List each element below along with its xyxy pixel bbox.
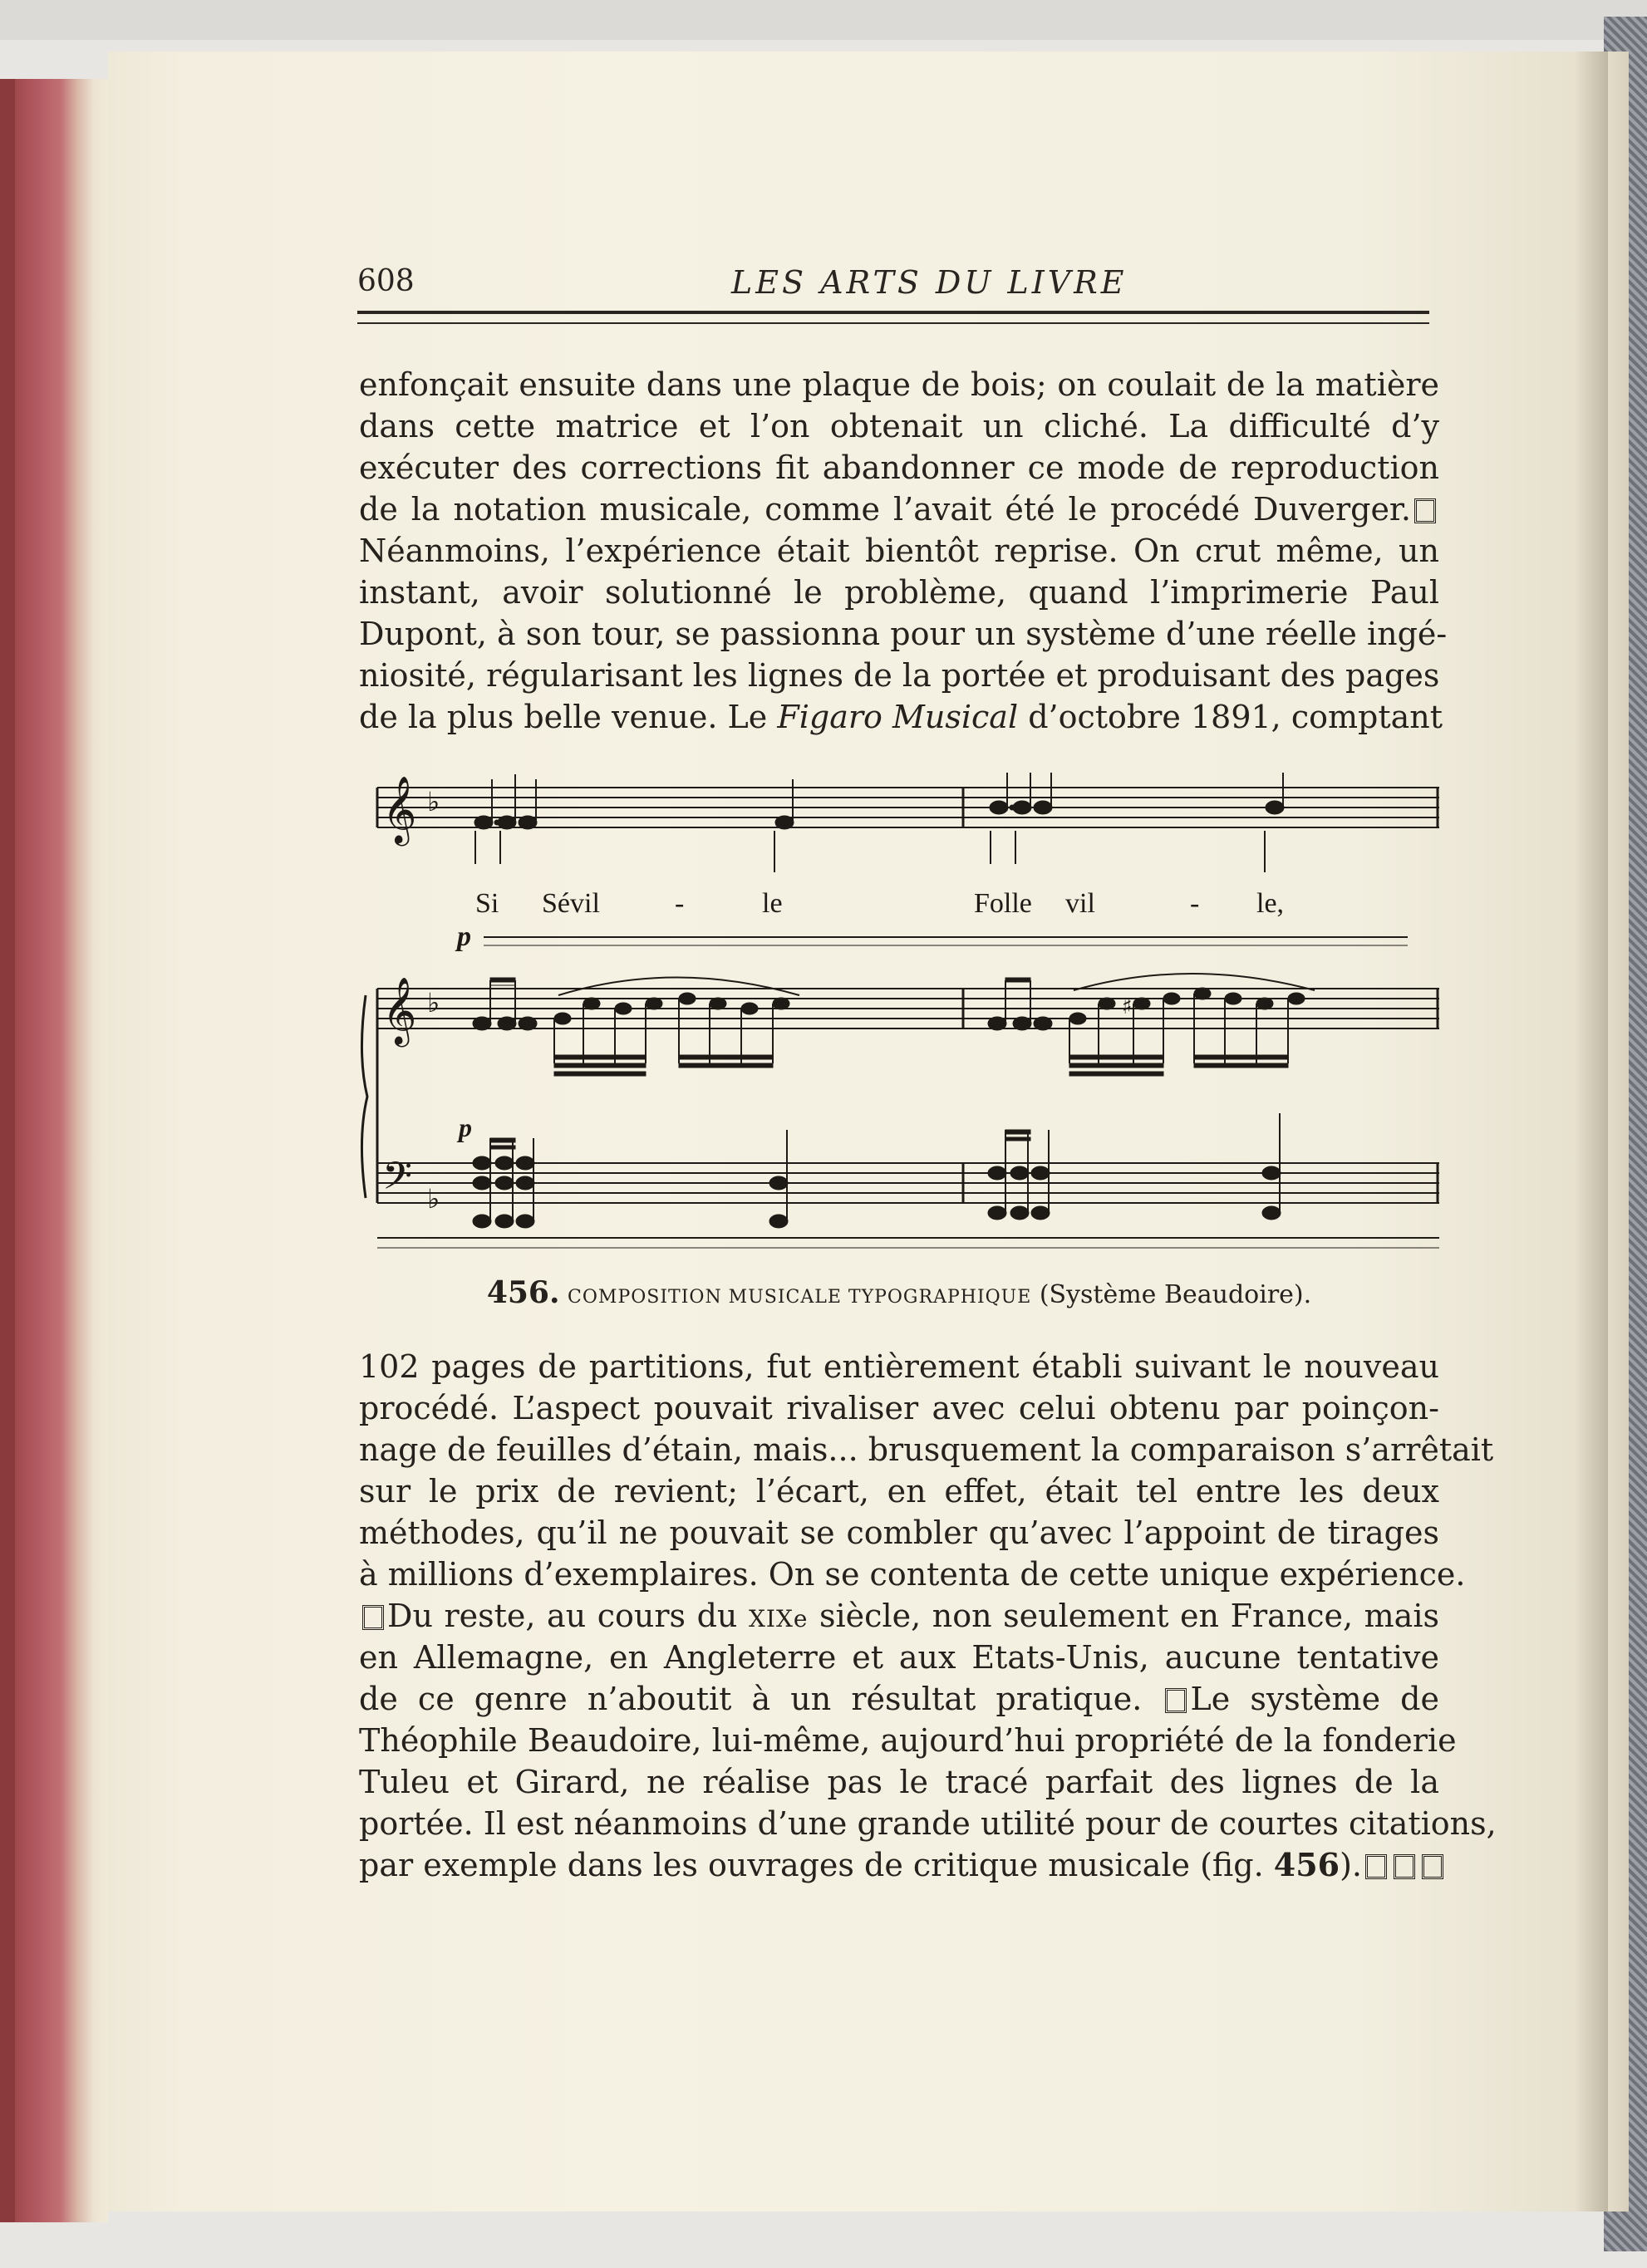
figure-number: 456. bbox=[486, 1275, 560, 1310]
lyric-folle: Folle bbox=[974, 888, 1032, 919]
text-segment: de la notation musicale, comme l’avait été le procédé Duverger. bbox=[359, 491, 1411, 528]
text-line bbox=[359, 655, 1439, 696]
text-segment: 102 pages de partitions, fut entièrement établi suivant le nouveau bbox=[359, 1348, 1439, 1385]
piano-treble-staff bbox=[377, 974, 1439, 1076]
text-line bbox=[359, 1387, 1439, 1429]
text-line bbox=[359, 1844, 1439, 1886]
lyric-le: le bbox=[762, 888, 783, 919]
text-segment: instant, avoir solutionné le problème, quand l’imprimerie Paul bbox=[359, 574, 1439, 611]
text-segment: 456 bbox=[1273, 1846, 1340, 1883]
text-line bbox=[359, 613, 1448, 655]
text-line bbox=[359, 447, 1439, 488]
lyric-sevil: Sévil bbox=[542, 888, 600, 919]
svg-text:♯: ♯ bbox=[1122, 994, 1133, 1019]
svg-text:♭: ♭ bbox=[427, 987, 440, 1019]
running-head bbox=[357, 264, 1438, 306]
paragraph-ornament-icon bbox=[1422, 1854, 1443, 1879]
text-segment: enfonçait ensuite dans une plaque de bois; on coulait de la matière bbox=[359, 366, 1439, 403]
text-line bbox=[359, 488, 1439, 530]
text-line bbox=[359, 696, 1443, 738]
text-line bbox=[359, 1678, 1439, 1720]
text-segment: de ce genre n’aboutit à un résultat pratique. bbox=[359, 1681, 1163, 1717]
lyric-hyphen: - bbox=[675, 888, 685, 919]
paragraph-bottom bbox=[359, 1346, 1497, 1886]
lyric-hyphen-2: - bbox=[1190, 888, 1200, 919]
text-line bbox=[359, 1470, 1439, 1512]
text-segment: sur le prix de revient; l’écart, en effet, était tel entre les deux bbox=[359, 1473, 1439, 1510]
page-number: 608 bbox=[357, 264, 415, 298]
music-score-figure bbox=[359, 773, 1456, 1254]
text-segment: Tuleu et Girard, ne réalise pas le tracé parfait des lignes de la bbox=[359, 1764, 1439, 1800]
figure-caption bbox=[359, 1275, 1439, 1310]
text-segment: exécuter des corrections fit abandonner ce mode de reproduction bbox=[359, 449, 1439, 486]
running-title: LES ARTS DU LIVRE bbox=[731, 264, 1128, 301]
lyric-vil: vil bbox=[1065, 888, 1095, 919]
svg-text:𝄞: 𝄞 bbox=[382, 976, 417, 1044]
text-line bbox=[359, 405, 1439, 447]
text-segment: Du reste, au cours du bbox=[387, 1598, 749, 1634]
header-rule-thin bbox=[357, 322, 1429, 324]
text-line bbox=[359, 1554, 1466, 1595]
text-segment: siècle, non seulement en France, mais bbox=[808, 1598, 1439, 1634]
text-segment: niosité, régularisant les lignes de la portée et produisant des pages bbox=[359, 657, 1440, 694]
text-segment: d’octobre 1891, comptant bbox=[1018, 699, 1443, 735]
page-gutter-shadow bbox=[1575, 52, 1608, 2212]
text-line bbox=[359, 1346, 1439, 1387]
text-line bbox=[359, 1429, 1494, 1470]
figure-title: COMPOSITION MUSICALE TYPOGRAPHIQUE bbox=[568, 1287, 1032, 1308]
text-segment: de la plus belle venue. Le bbox=[359, 699, 778, 735]
text-segment: Néanmoins, l’expérience était bientôt reprise. On crut même, un bbox=[359, 533, 1439, 569]
text-segment: procédé. L’aspect pouvait rivaliser avec celui obtenu par poinçon- bbox=[359, 1390, 1439, 1426]
vocal-staff bbox=[377, 773, 1439, 872]
text-line bbox=[359, 1803, 1497, 1844]
lyric-si: Si bbox=[475, 888, 499, 919]
book-cover-spine bbox=[0, 79, 15, 2222]
text-line bbox=[359, 1637, 1439, 1678]
lyric-le-comma: le, bbox=[1256, 888, 1285, 919]
text-segment: nage de feuilles d’étain, mais... brusquement la comparaison s’arrêtait bbox=[359, 1431, 1494, 1468]
text-segment: ). bbox=[1340, 1847, 1362, 1883]
header-rule bbox=[357, 311, 1429, 314]
text-line bbox=[359, 1512, 1439, 1554]
text-line bbox=[359, 572, 1439, 613]
paragraph-ornament-icon bbox=[1365, 1854, 1387, 1879]
text-segment: Le système de bbox=[1190, 1681, 1439, 1717]
text-line bbox=[359, 530, 1439, 572]
paragraph-ornament-icon bbox=[1394, 1854, 1415, 1879]
text-segment: à millions d’exemplaires. On se contenta de cette unique expérience. bbox=[359, 1556, 1466, 1593]
paragraph-ornament-icon bbox=[1414, 498, 1436, 523]
paragraph-ornament-icon bbox=[1165, 1688, 1187, 1713]
svg-text:𝄢: 𝄢 bbox=[382, 1154, 413, 1208]
text-segment: méthodes, qu’il ne pouvait se combler qu’avec l’appoint de tirages bbox=[359, 1514, 1439, 1551]
svg-text:𝄞: 𝄞 bbox=[382, 775, 417, 843]
dynamic-p-1: p bbox=[457, 921, 471, 952]
text-segment: dans cette matrice et l’on obtenait un cliché. La difficulté d’y bbox=[359, 408, 1439, 444]
text-segment: portée. Il est néanmoins d’une grande utilité pour de courtes citations, bbox=[359, 1805, 1497, 1842]
text-segment: en Allemagne, en Angleterre et aux Etats-Unis, aucune tentative bbox=[359, 1639, 1439, 1676]
dynamic-p-2: p bbox=[459, 1112, 472, 1142]
text-segment: par exemple dans les ouvrages de critique musicale (fig. bbox=[359, 1847, 1274, 1883]
text-segment: Figaro Musical bbox=[777, 699, 1019, 735]
svg-text:♭: ♭ bbox=[427, 1183, 440, 1215]
paragraph-top bbox=[359, 364, 1448, 738]
text-segment: Dupont, à son tour, se passionna pour un système d’une réelle ingé- bbox=[359, 616, 1448, 652]
svg-text:♭: ♭ bbox=[427, 786, 440, 817]
text-line bbox=[359, 1761, 1439, 1803]
paragraph-ornament-icon bbox=[362, 1605, 384, 1630]
text-line bbox=[359, 1720, 1457, 1761]
text-segment: Théophile Beaudoire, lui-même, aujourd’hui propriété de la fonderie bbox=[359, 1722, 1457, 1759]
figure-system: (Système Beaudoire). bbox=[1039, 1280, 1312, 1309]
text-segment: XIXe bbox=[748, 1605, 809, 1632]
book-cover-top bbox=[0, 0, 1647, 40]
text-line bbox=[359, 1595, 1439, 1637]
page-edges bbox=[15, 79, 108, 2222]
text-line bbox=[359, 364, 1439, 405]
